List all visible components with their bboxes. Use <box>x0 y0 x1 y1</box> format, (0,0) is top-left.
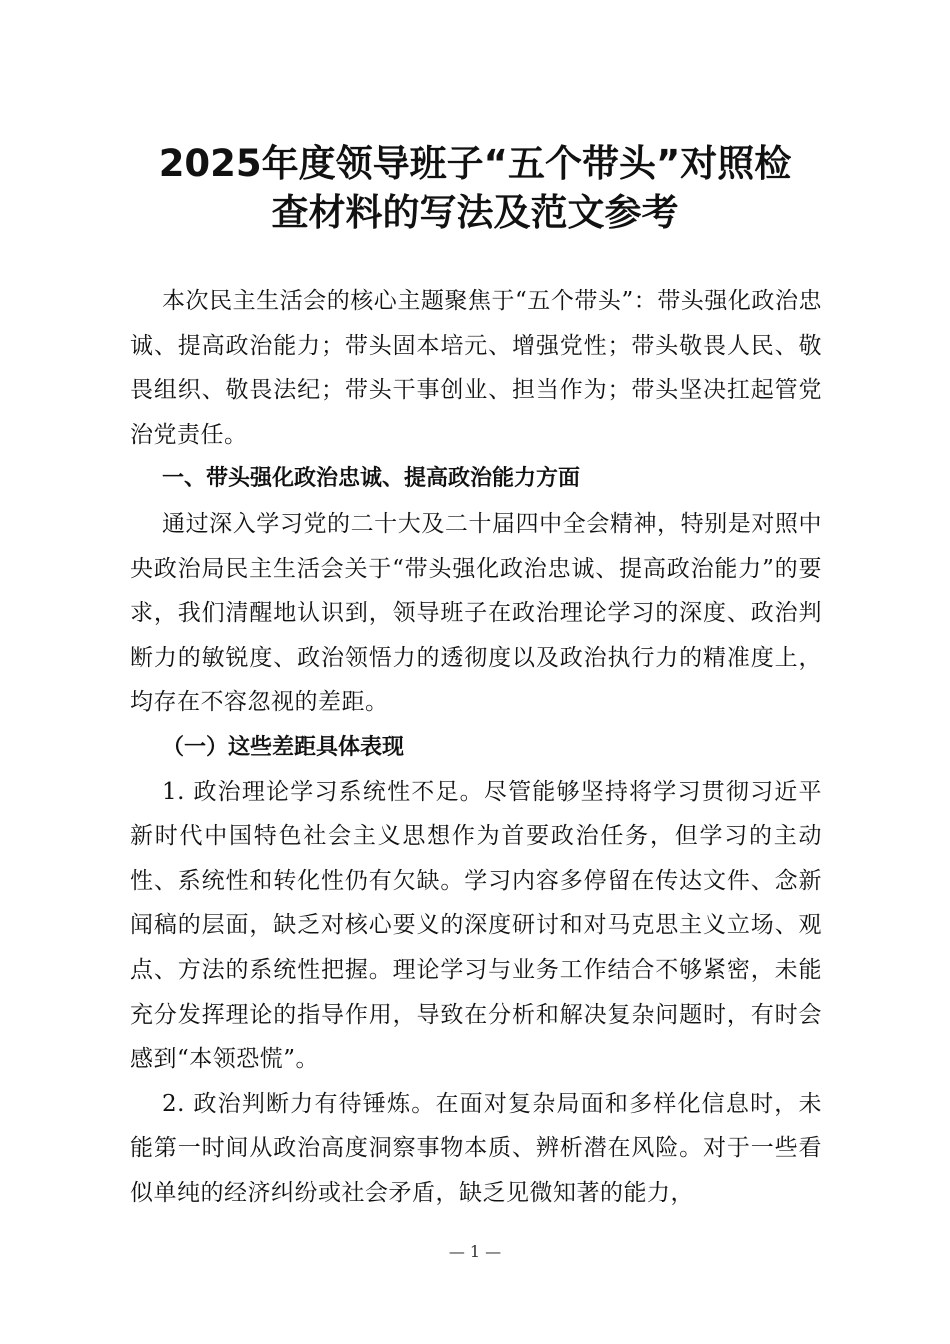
intro-paragraph: 本次民主生活会的核心主题聚焦于“五个带头”：带头强化政治忠诚、提高政治能力；带头固本培元、增强党性；带头敬畏人民、敬畏组织、敬畏法纪；带头干事创业、担当作为；带头坚决扛起管党治党责任。 <box>130 288 822 448</box>
list-item-1: 1. 政治理论学习系统性不足。尽管能够坚持将学习贯彻习近平新时代中国特色社会主义思想作为首要政治任务，但学习的主动性、系统性和转化性仍有欠缺。学习内容多停留在传达文件、念新闻稿的层面，缺乏对核心要义的深度研讨和对马克思主义立场、观点、方法的系统性把握。理论学习与业务工作结合不够紧密，未能充分发挥理论的指导作用，导致在分析和解决复杂问题时，有时会感到“本领恐慌”。 <box>130 778 822 1073</box>
section-heading-1: 一、带头强化政治忠诚、提高政治能力方面 <box>162 466 581 492</box>
page-number: — 1 — <box>448 1242 502 1261</box>
document-title-line-1: 2025年度领导班子“五个带头”对照检 <box>158 142 792 185</box>
list-item-2: 2. 政治判断力有待锤炼。在面对复杂局面和多样化信息时，未能第一时间从政治高度洞察事物本质、辨析潜在风险。对于一些看似单纯的经济纠纷或社会矛盾，缺乏见微知著的能力， <box>130 1090 822 1206</box>
subsection-heading-1: （一）这些差距具体表现 <box>162 733 405 760</box>
document-body <box>130 279 822 1215</box>
section-1-paragraph: 通过深入学习党的二十大及二十届四中全会精神，特别是对照中央政治局民主生活会关于“带头强化政治忠诚、提高政治能力”的要求，我们清醒地认识到，领导班子在政治理论学习的深度、政治判断力的敏锐度、政治领悟力的透彻度以及政治执行力的精准度上，均存在不容忽视的差距。 <box>130 510 822 716</box>
document-title-line-2: 查材料的写法及范文参考 <box>271 191 679 234</box>
